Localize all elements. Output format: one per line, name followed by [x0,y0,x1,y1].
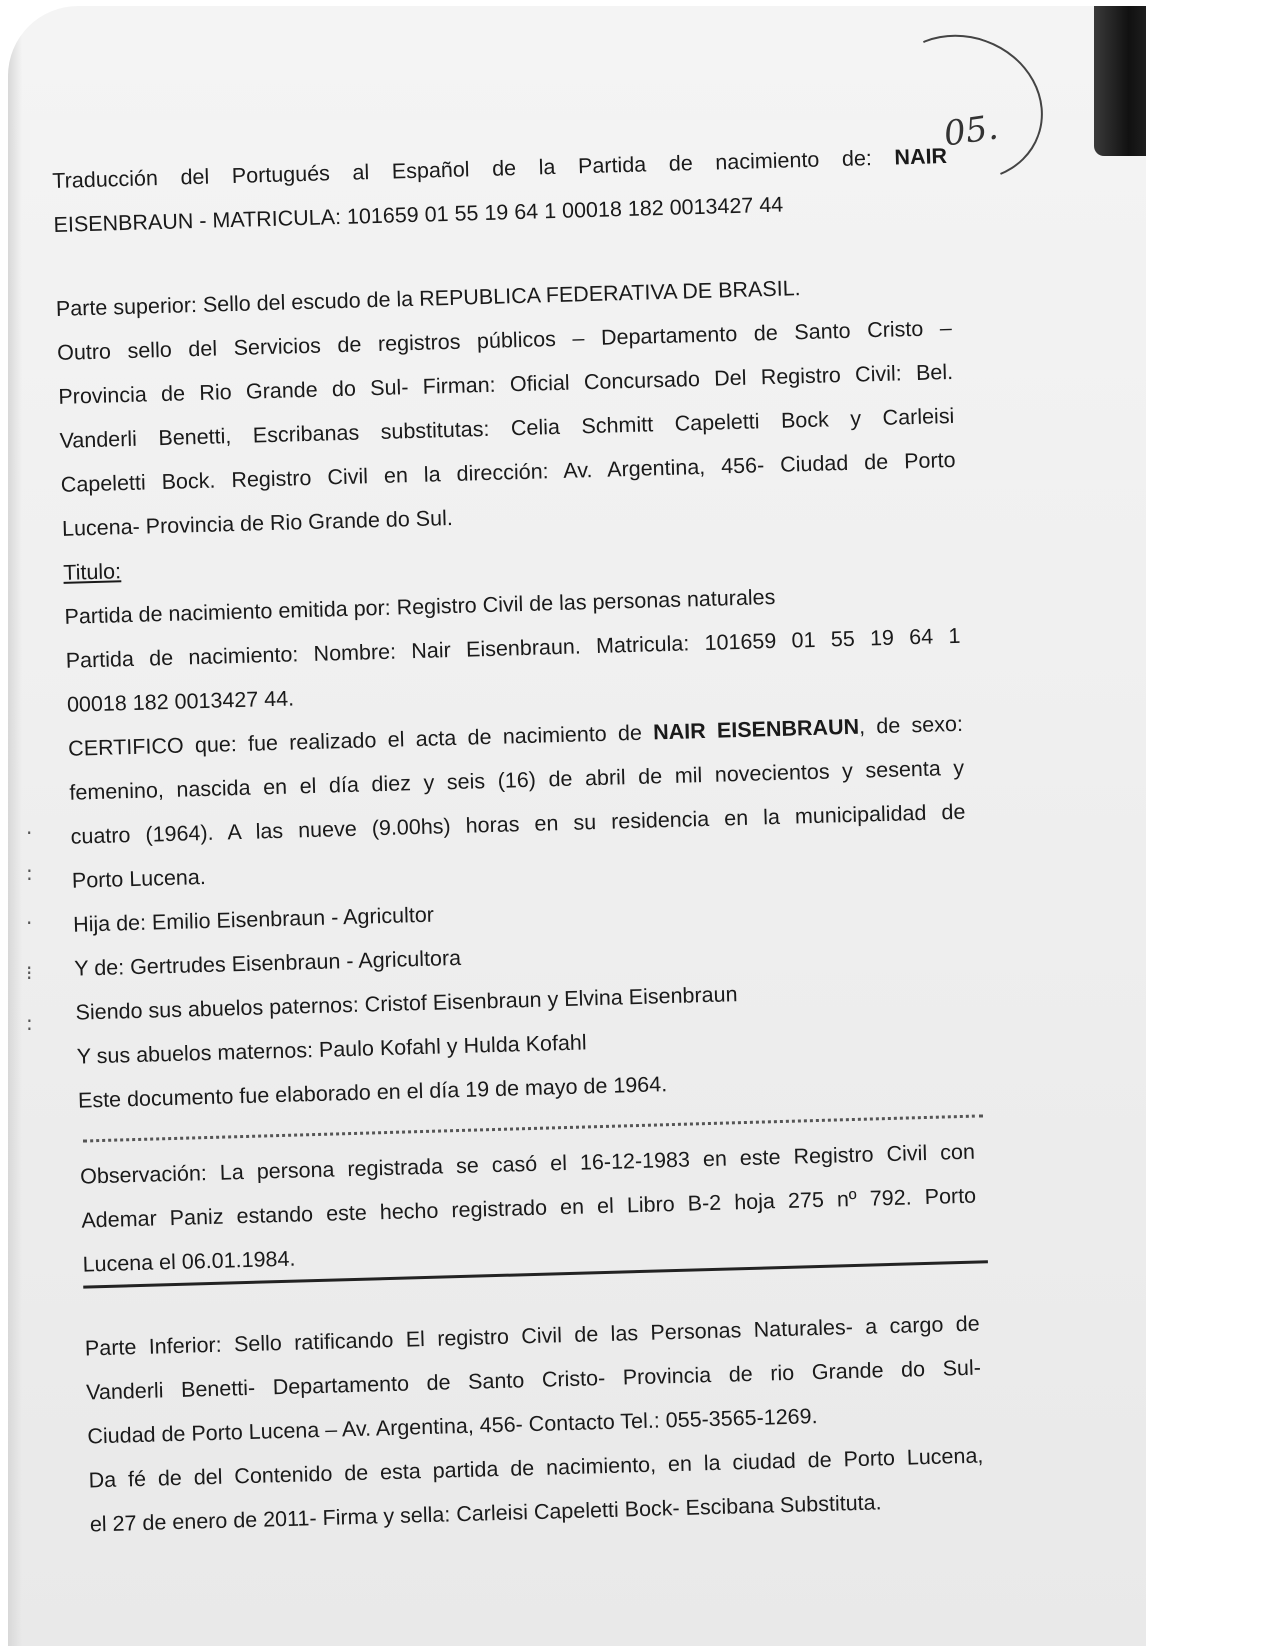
margin-marks: · : · ⁝ : [26,821,33,1035]
upper-line-3: Provincia de Rio Grande do Sul- Firman: Oficial Concursado Del Registro Civil: Bel. [58,359,954,409]
header-line-1: Traducción del Portugués al Español de la Partida de nacimiento de: NAIR [52,144,948,193]
body-line-1: Partida de nacimiento emitida por: Registro Civil de las personas naturales [64,584,776,629]
upper-line-1: Parte superior: Sello del escudo de la REPUBLICA FEDERATIVA DE BRASIL. [55,276,801,321]
body-line-6: cuatro (1964). A las nueve (9.00hs) horas en su residencia en la municipalidad de [70,799,966,849]
observation-line-2: Ademar Paniz estando este hecho registrado en el Libro B-2 hoja 275 nº 792. Porto [81,1183,977,1233]
observation-line-1: Observación: La persona registrada se casó el 16-12-1983 en este Registro Civil con [79,1139,976,1189]
lower-line-2: Vanderli Benetti- Departamento de Santo Cristo- Provincia de rio Grande do Sul- [85,1355,982,1405]
body-line-7: Porto Lucena. [71,864,207,893]
document-page [8,6,1146,1646]
body-line-9: Y de: Gertrudes Eisenbraun - Agricultora [74,945,462,981]
handwritten-circle [860,12,1063,203]
body-line-11: Y sus abuelos maternos: Paulo Kofahl y Hulda Kofahl [76,1030,587,1069]
body-line-3: 00018 182 0013427 44. [66,686,295,717]
upper-line-6: Lucena- Provincia de Rio Grande do Sul. [61,505,454,541]
lower-line-1: Parte Inferior: Sello ratificando El registro Civil de las Personas Naturales- a cargo de [84,1311,980,1361]
lower-line-3: Ciudad de Porto Lucena – Av. Argentina, 456- Contacto Tel.: 055-3565-1269. [87,1404,818,1449]
upper-line-2: Outro sello del Servicios de registros públicos – Departamento de Santo Cristo – [56,315,953,365]
title-label: Titulo: [62,559,122,585]
header-line-2: EISENBRAUN - MATRICULA: 101659 01 55 19 64 1 00018 182 0013427 44 [53,192,784,237]
body-line-8: Hija de: Emilio Eisenbraun - Agricultor [72,902,435,937]
body-line-5: femenino, nascida en el día diez y seis (16) de abril de mil novecientos y sesenta y [69,755,965,805]
lower-line-4: Da fé de del Contenido de esta partida de nacimiento, en la ciudad de Porto Lucena, [88,1443,984,1493]
body-line-10: Siendo sus abuelos paternos: Cristof Eisenbraun y Elvina Eisenbraun [75,982,738,1025]
upper-line-4: Vanderli Benetti, Escribanas substitutas: Celia Schmitt Capeletti Bock y Carleisi [59,403,955,453]
lower-line-5: el 27 de enero de 2011- Firma y sella: Carleisi Capeletti Bock- Escibana Substituta. [89,1490,882,1537]
upper-line-5: Capeletti Bock. Registro Civil en la dirección: Av. Argentina, 456- Ciudad de Porto [60,447,956,497]
body-line-4: CERTIFICO que: fue realizado el acta de nacimiento de NAIR EISENBRAUN, de sexo: [67,711,964,761]
document-text [52,142,992,1537]
dotted-separator [83,1114,983,1142]
observation-line-3: Lucena el 06.01.1984. [82,1246,296,1277]
handwritten-page-number: 05. [941,107,1001,155]
body-line-2: Partida de nacimiento: Nombre: Nair Eisenbraun. Matricula: 101659 01 55 19 64 1 [65,623,961,673]
scan-shadow [1094,6,1146,156]
body-line-12: Este documento fue elaborado en el día 19 de mayo de 1964. [77,1072,668,1113]
